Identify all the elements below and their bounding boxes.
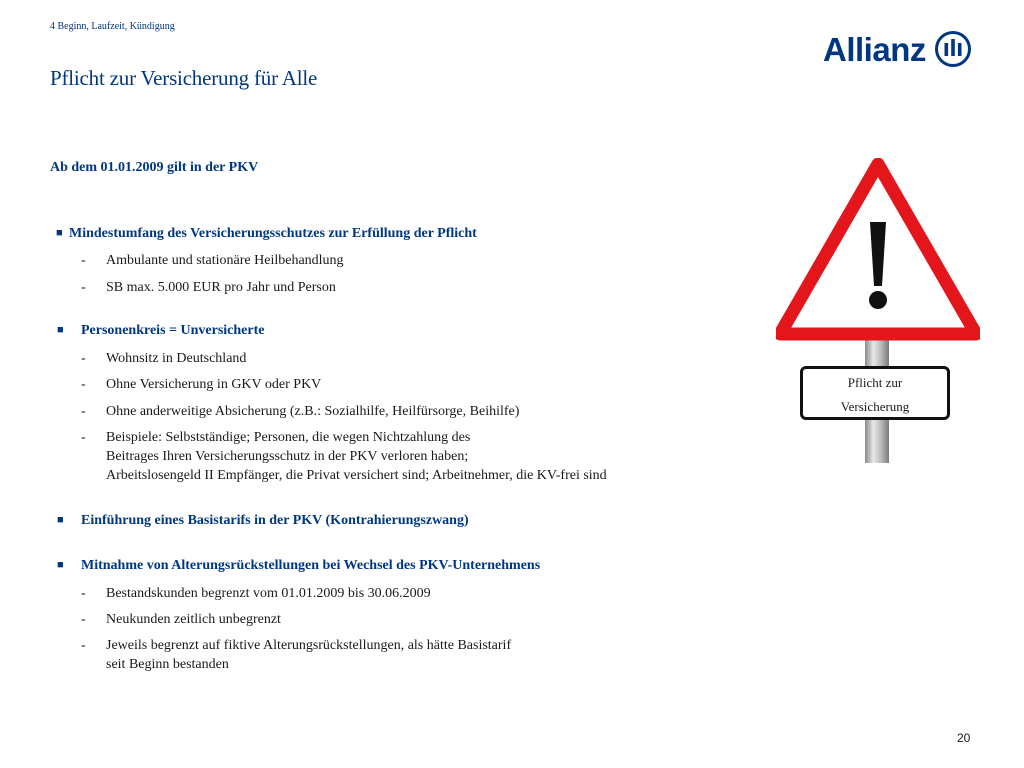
bullet-square-icon: ■ xyxy=(57,559,64,571)
list-item-text: Ambulante und stationäre Heilbehandlung xyxy=(106,253,344,268)
list-item xyxy=(81,584,431,603)
list-item-continuation xyxy=(106,447,468,466)
list-item xyxy=(81,428,471,447)
list-item xyxy=(81,375,322,394)
dash-marker: - xyxy=(81,430,86,445)
list-item-text: Jeweils begrenzt auf fiktive Alterungsrückstellungen, als hätte Basistarif xyxy=(106,638,512,653)
allianz-eagle-icon xyxy=(934,30,972,68)
page-title: Pflicht zur Versicherung für Alle xyxy=(50,66,318,90)
bullet-heading xyxy=(57,323,265,339)
list-item-text: Ohne Versicherung in GKV oder PKV xyxy=(106,377,322,392)
list-item-text: Bestandskunden begrenzt vom 01.01.2009 bis 30.06.2009 xyxy=(106,586,431,601)
sign-label-line1: Pflicht zur xyxy=(847,375,903,390)
list-item-text: Beispiele: Selbstständige; Personen, die wegen Nichtzahlung des xyxy=(106,430,471,445)
bullet-heading xyxy=(57,513,469,529)
bullet-heading-text: Mindestumfang des Versicherungsschutzes zur Erfüllung der Pflicht xyxy=(69,226,477,241)
logo-wordmark: Allianz xyxy=(823,30,926,68)
list-item xyxy=(81,251,344,270)
list-item xyxy=(81,278,336,297)
bullet-square-icon: ■ xyxy=(57,324,64,336)
bullet-heading-text: Personenkreis = Unversicherte xyxy=(81,323,265,338)
bullet-heading xyxy=(57,558,541,574)
list-item xyxy=(81,349,247,368)
list-item-continuation xyxy=(106,466,607,485)
dash-marker: - xyxy=(81,253,86,268)
list-item-text: Arbeitslosengeld II Empfänger, die Privat versichert sind; Arbeitnehmer, die KV-frei sind xyxy=(106,468,607,483)
breadcrumb: 4 Beginn, Laufzeit, Kündigung xyxy=(50,21,175,32)
bullet-heading xyxy=(56,226,477,242)
bullet-square-icon: ■ xyxy=(57,514,64,526)
dash-marker: - xyxy=(81,404,86,419)
sign-label xyxy=(800,366,950,420)
list-item-text: seit Beginn bestanden xyxy=(106,657,229,672)
dash-marker: - xyxy=(81,612,86,627)
sign-label-line2: Versicherung xyxy=(840,399,910,414)
bullet-heading-text: Einführung eines Basistarifs in der PKV (Kontrahierungszwang) xyxy=(81,513,469,528)
dash-marker: - xyxy=(81,586,86,601)
list-item xyxy=(81,610,281,629)
dash-marker: - xyxy=(81,280,86,295)
allianz-logo xyxy=(823,28,978,70)
section-subtitle: Ab dem 01.01.2009 gilt in der PKV xyxy=(50,160,259,175)
dash-marker: - xyxy=(81,638,86,653)
bullet-square-icon: ■ xyxy=(56,227,63,239)
list-item-text: Wohnsitz in Deutschland xyxy=(106,351,247,366)
bullet-heading-text: Mitnahme von Alterungsrückstellungen bei Wechsel des PKV-Unternehmens xyxy=(81,558,541,573)
list-item-text: Beitrages Ihren Versicherungsschutz in der PKV verloren haben; xyxy=(106,449,469,464)
list-item-text: Neukunden zeitlich unbegrenzt xyxy=(106,612,281,627)
list-item-continuation xyxy=(106,655,229,674)
list-item-text: Ohne anderweitige Absicherung (z.B.: Sozialhilfe, Heilfürsorge, Beihilfe) xyxy=(106,404,520,419)
list-item xyxy=(81,402,520,421)
list-item xyxy=(81,636,512,655)
list-item-text: SB max. 5.000 EUR pro Jahr und Person xyxy=(106,280,336,295)
page-number: 20 xyxy=(957,731,971,745)
dash-marker: - xyxy=(81,351,86,366)
dash-marker: - xyxy=(81,377,86,392)
